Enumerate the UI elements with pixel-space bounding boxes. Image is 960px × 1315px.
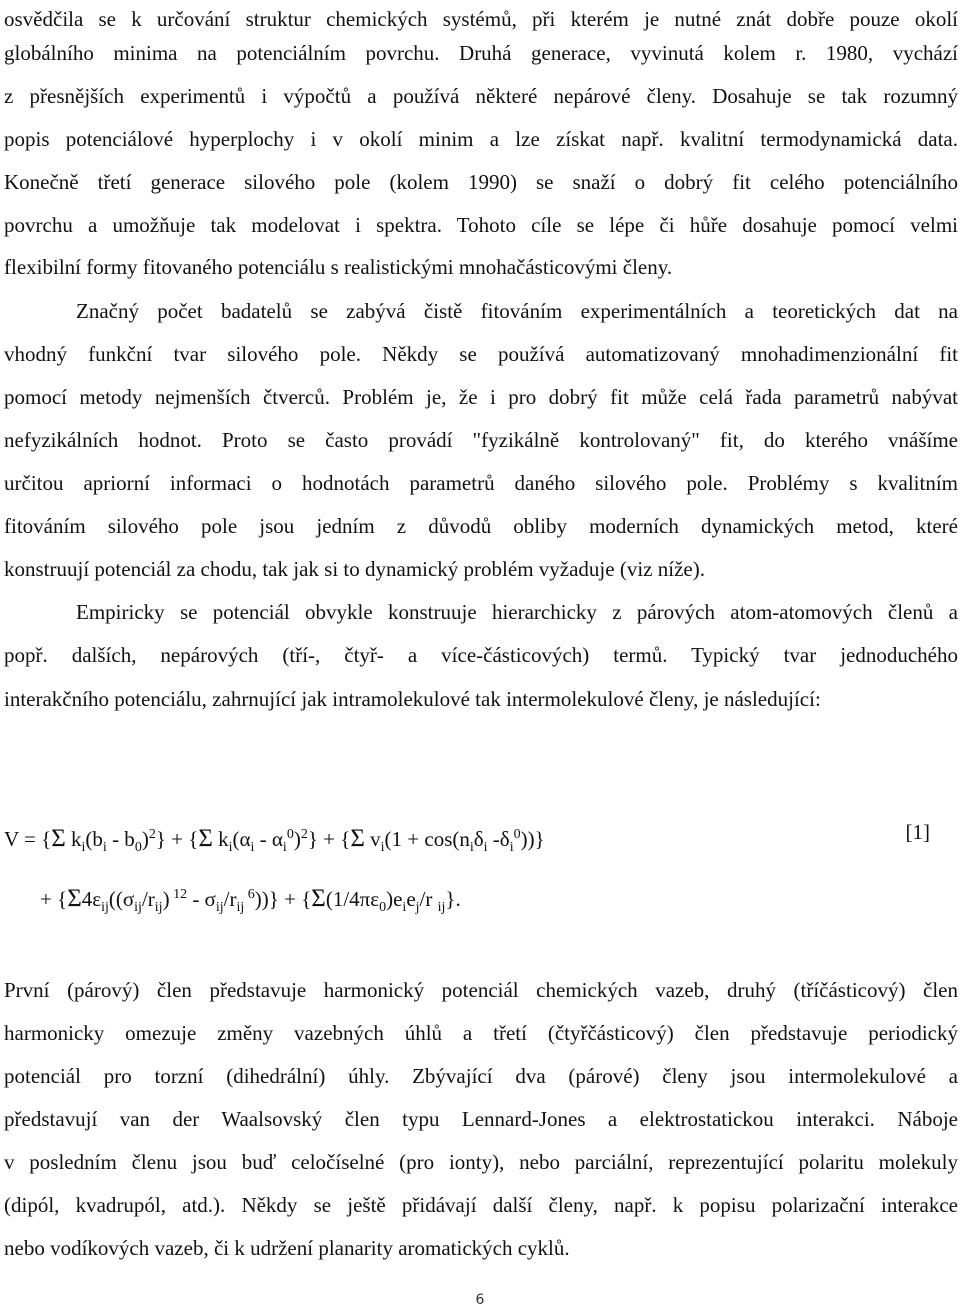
text-line: globálního minima na potenciálním povrchu. Druhá generace, vyvinutá kolem r. 1980, vychází	[4, 41, 958, 65]
text-line: flexibilní formy fitovaného potenciálu s realistickými mnohačásticovými členy.	[4, 255, 673, 279]
text-line: popis potenciálové hyperplochy i v okolí minim a lze získat např. kvalitní termodynamická data.	[4, 127, 958, 151]
text-line: (dipól, kvadrupól, atd.). Někdy se ještě přidávají další členy, např. k popisu polarizační interakce	[4, 1193, 958, 1217]
text-line: nebo vodíkových vazeb, či k udržení planarity aromatických cyklů.	[4, 1236, 570, 1260]
text-line: představují van der Waalsovský člen typu Lennard-Jones a elektrostatickou interakci. Náboje	[4, 1107, 958, 1131]
equation-line-2: + {$\Sigma 4\varepsilon_{ij}((\sigma_{ij}/r_{ij})$ $^{12} - \sigma_{ij}/r_{ij}$ $^6))\} + \{\Sigma(1/4\pi\varepsilon_0)e_ie_j/r$ $_{ij}$}.	[40, 885, 461, 916]
text-line: fitováním silového pole jsou jedním z důvodů obliby moderních dynamických metod, které	[4, 514, 958, 538]
text-line: osvědčila se k určování struktur chemických systémů, při kterém je nutné znát dobře pouze okolí	[4, 7, 958, 31]
text-line: nefyzikálních hodnot. Proto se často provádí "fyzikálně kontrolovaný" fit, do kterého vnášíme	[4, 428, 958, 452]
text-line: pomocí metody nejmenších čtverců. Problém je, že i pro dobrý fit může celá řada parametrů nabývat	[4, 385, 958, 409]
text-line: Konečně třetí generace silového pole (kolem 1990) se snaží o dobrý fit celého potenciálního	[4, 170, 958, 194]
equation-number: [1]	[905, 820, 930, 844]
text-line: potenciál pro torzní (dihedrální) úhly. Zbývající dva (párové) členy jsou intermolekulové a	[4, 1064, 958, 1088]
text-line: Empiricky se potenciál obvykle konstruuje hierarchicky z párových atom-atomových členů a	[76, 600, 958, 624]
text-line: interakčního potenciálu, zahrnující jak intramolekulové tak intermolekulové členy, je následující:	[4, 687, 821, 711]
equation-line-1: V = {Σ $k_i(b_i - b_0)^2\} + \{\Sigma$ $k_i(\alpha_i - \alpha_i^0)^2\} + \{\Sigma$ $v_i(1 + \cos(n_i\delta_i$ $-\delta_i^0$))}	[4, 825, 545, 856]
text-line: Značný počet badatelů se zabývá čistě fitováním experimentálních a teoretických dat na	[76, 299, 958, 323]
page-number: 6	[475, 1292, 485, 1308]
text-line: popř. dalších, nepárových (tří-, čtyř- a více-částicových) termů. Typický tvar jednoduchého	[4, 643, 958, 667]
text-line: z přesnějších experimentů i výpočtů a používá některé nepárové členy. Dosahuje se tak rozumný	[4, 84, 958, 108]
text-line: vhodný funkční tvar silového pole. Někdy se používá automatizovaný mnohadimenzionální fit	[4, 342, 958, 366]
text-line: První (párový) člen představuje harmonický potenciál chemických vazeb, druhý (tříčásticový) člen	[4, 978, 958, 1002]
text-line: v posledním členu jsou buď celočíselné (pro ionty), nebo parciální, reprezentující polaritu molekuly	[4, 1150, 958, 1174]
text-line: určitou apriorní informaci o hodnotách parametrů daného silového pole. Problémy s kvalitním	[4, 471, 958, 495]
text-line: povrchu a umožňuje tak modelovat i spektra. Tohoto cíle se lépe či hůře dosahuje pomocí velmi	[4, 213, 958, 237]
text-line: konstruují potenciál za chodu, tak jak si to dynamický problém vyžaduje (viz níže).	[4, 557, 705, 581]
text-line: harmonicky omezuje změny vazebných úhlů a třetí (čtyřčásticový) člen představuje periodický	[4, 1021, 958, 1045]
